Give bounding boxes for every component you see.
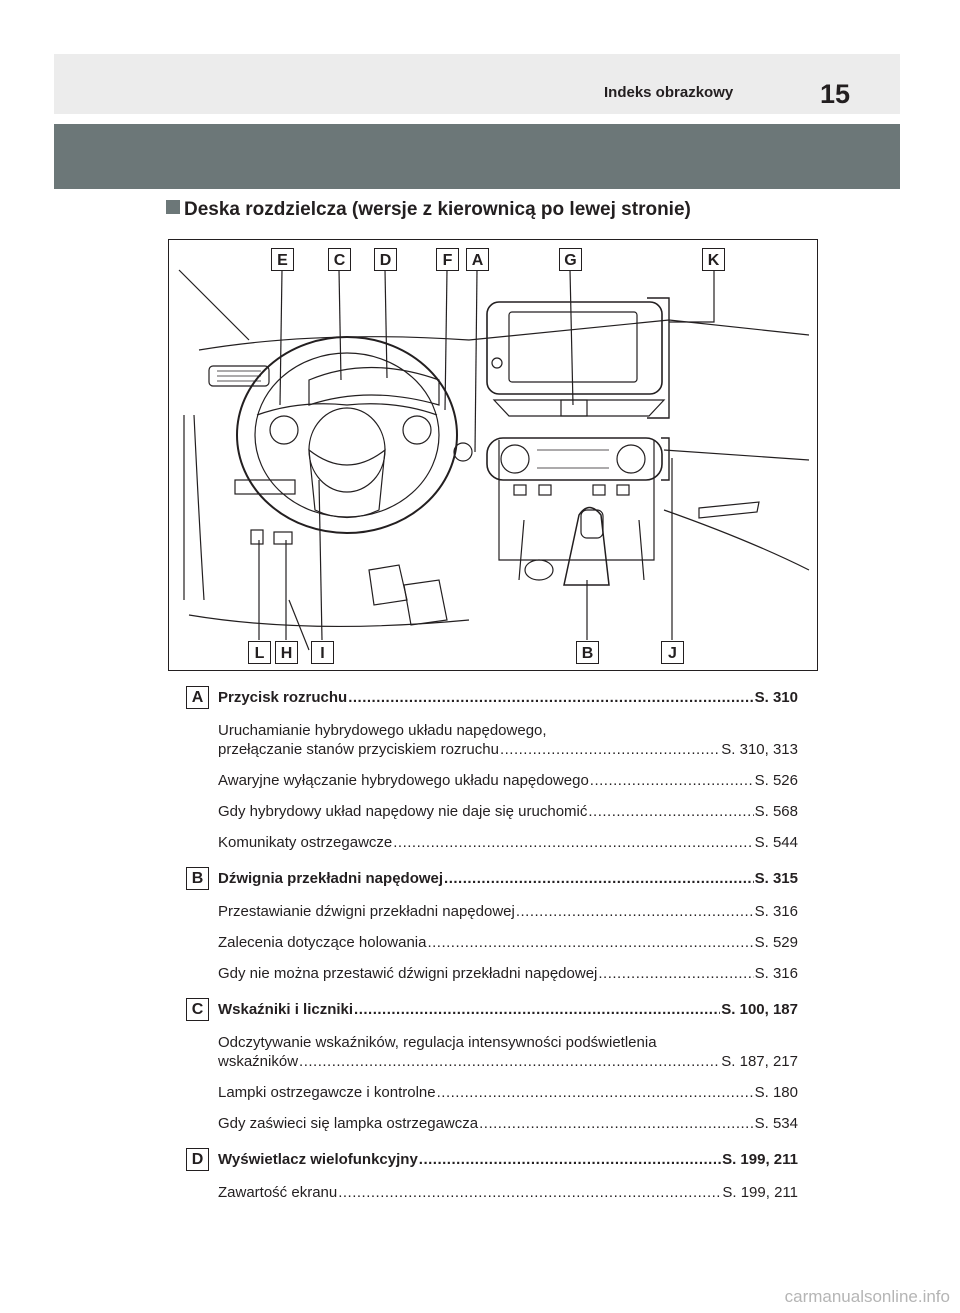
callout-A: A <box>466 248 489 271</box>
entry-main-line <box>218 686 798 709</box>
subentry-text: Zawartość ekranu <box>218 1184 338 1201</box>
dashboard-drawing <box>169 240 819 672</box>
subentry <box>218 933 798 952</box>
entry-letter-C: C <box>186 998 209 1021</box>
subentry-page: S. 310, 313 <box>721 741 798 758</box>
entry-letter-D: D <box>186 1148 209 1171</box>
subentry-page: S. 568 <box>754 803 798 820</box>
subentry-text: Awaryjne wyłączanie hybrydowego układu napędowego <box>218 772 589 789</box>
subentry-page: S. 199, 211 <box>722 1184 798 1201</box>
section-heading <box>166 199 691 221</box>
subentry-text: przełączanie stanów przyciskiem rozruchu <box>218 741 499 758</box>
index-entries <box>186 686 798 1217</box>
subentry <box>218 902 798 921</box>
subentry-text: Gdy zaświeci się lampka ostrzegawcza <box>218 1115 479 1132</box>
subentry <box>218 964 798 983</box>
entry-main-line <box>218 998 798 1021</box>
subentry-page: S. 180 <box>754 1084 798 1101</box>
watermark: carmanualsonline.info <box>784 1287 950 1306</box>
subentry <box>218 833 798 852</box>
entry-A <box>186 686 798 852</box>
entry-page: S. 310 <box>754 689 798 706</box>
subentry-page: S. 544 <box>754 834 798 851</box>
subentry <box>218 1183 798 1202</box>
entry-D <box>186 1148 798 1202</box>
subentry-text: Komunikaty ostrzegawcze <box>218 834 393 851</box>
callout-I: I <box>311 641 334 664</box>
callout-L: L <box>248 641 271 664</box>
callout-D: D <box>374 248 397 271</box>
callout-F: F <box>436 248 459 271</box>
square-bullet-icon <box>166 200 180 214</box>
entry-title: Dźwignia przekładni napędowej <box>218 870 444 887</box>
callout-E: E <box>271 248 294 271</box>
subentry-page: S. 316 <box>754 903 798 920</box>
subentry <box>218 1083 798 1102</box>
subentry-page: S. 534 <box>754 1115 798 1132</box>
header-band <box>54 124 900 189</box>
subentry-pre: Uruchamianie hybrydowego układu napędowego, <box>218 722 547 739</box>
subentry <box>218 1114 798 1133</box>
subentry-text: Lampki ostrzegawcze i kontrolne <box>218 1084 436 1101</box>
subentry-page: S. 316 <box>754 965 798 982</box>
entry-B <box>186 867 798 983</box>
subentry <box>218 802 798 821</box>
entry-C <box>186 998 798 1133</box>
subentry-text: Gdy nie można przestawić dźwigni przekładni napędowej <box>218 965 598 982</box>
callout-C: C <box>328 248 351 271</box>
entry-title: Wyświetlacz wielofunkcyjny <box>218 1151 418 1168</box>
header-strip <box>54 54 900 114</box>
subentry-text: Przestawianie dźwigni przekładni napędowej <box>218 903 515 920</box>
callout-K: K <box>702 248 725 271</box>
entry-title: Wskaźniki i liczniki <box>218 1001 354 1018</box>
dashboard-illustration <box>168 239 818 671</box>
subentry-page: S. 529 <box>754 934 798 951</box>
subentry-page: S. 187, 217 <box>721 1053 798 1070</box>
entry-letter-B: B <box>186 867 209 890</box>
subentry <box>218 1052 798 1071</box>
subentry-text: Gdy hybrydowy układ napędowy nie daje się uruchomić <box>218 803 588 820</box>
page-number: 15 <box>820 79 851 109</box>
callout-B: B <box>576 641 599 664</box>
entry-letter-A: A <box>186 686 209 709</box>
section-heading-text: Deska rozdzielcza (wersje z kierownicą po lewej stronie) <box>184 199 691 220</box>
entry-page: S. 315 <box>754 870 798 887</box>
callout-G: G <box>559 248 582 271</box>
subentry <box>218 771 798 790</box>
header-section-title: Indeks obrazkowy <box>604 84 734 101</box>
entry-title: Przycisk rozruchu <box>218 689 348 706</box>
entry-page: S. 199, 211 <box>722 1151 798 1168</box>
entry-main-line <box>218 1148 798 1171</box>
entry-main-line <box>218 867 798 890</box>
subentry <box>218 740 798 759</box>
subentry-text: Zalecenia dotyczące holowania <box>218 934 427 951</box>
callout-J: J <box>661 641 684 664</box>
callout-H: H <box>275 641 298 664</box>
subentry-page: S. 526 <box>754 772 798 789</box>
subentry-pre: Odczytywanie wskaźników, regulacja intensywności podświetlenia <box>218 1034 657 1051</box>
entry-page: S. 100, 187 <box>721 1001 798 1018</box>
subentry-text: wskaźników <box>218 1053 299 1070</box>
